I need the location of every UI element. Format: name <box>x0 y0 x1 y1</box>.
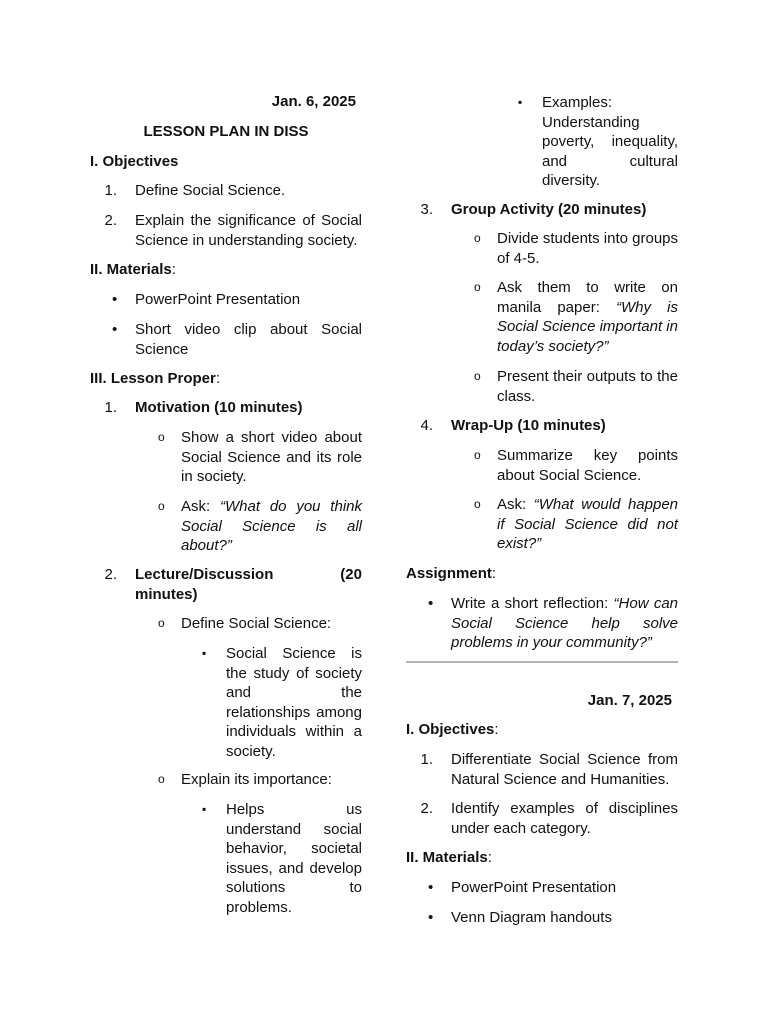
list-item <box>406 594 678 653</box>
list-item <box>406 878 678 898</box>
circle-bullet-icon: o <box>158 499 165 513</box>
circle-bullet-icon: o <box>158 616 165 630</box>
materials-heading: II. Materials: <box>90 261 176 278</box>
ask-quote: “Why is Social Science important in today’s society?” <box>497 298 679 355</box>
objective-text: Define Social Science. <box>135 182 286 199</box>
lecture-title: Lecture/Discussion (20 minutes) <box>135 566 362 603</box>
lesson-proper-heading: III. Lesson Proper: <box>90 370 221 387</box>
material-text: Venn Diagram handouts <box>451 909 612 926</box>
list-item <box>406 200 678 220</box>
list-item <box>90 614 362 634</box>
lecture-explain-sub: Helps us understand social behavior, societal issues, and develop solutions to problems. <box>226 801 362 916</box>
list-item <box>406 799 678 838</box>
list-item <box>90 181 362 201</box>
bullet-icon: • <box>428 909 434 926</box>
list-item <box>90 211 362 250</box>
motivation-title: Motivation (10 minutes) <box>135 399 303 416</box>
list-number: 4. <box>420 417 433 434</box>
list-item <box>406 229 678 268</box>
list-item <box>90 644 362 761</box>
list-number: 1. <box>104 399 117 416</box>
lecture-define-sub: Social Science is the study of society and the relationships among individuals within a society. <box>226 645 362 760</box>
lecture-explain: Explain its importance: <box>181 771 332 788</box>
list-number: 2. <box>104 212 117 229</box>
assignment-quote: “How can Social Science help solve problems in your community?” <box>451 595 679 651</box>
assignment-heading: Assignment: <box>406 565 497 582</box>
assignment-prefix: Write a short reflection: <box>451 595 609 612</box>
group-ask <box>497 278 678 356</box>
square-bullet-icon: ▪ <box>202 802 207 816</box>
ask-quote: “What would happen if Social Science did not exist?” <box>497 496 679 552</box>
horizontal-rule <box>406 661 678 663</box>
material-text: PowerPoint Presentation <box>135 291 301 308</box>
list-number: 3. <box>420 201 433 218</box>
list-item <box>90 290 362 310</box>
bullet-icon: • <box>112 321 118 338</box>
list-item <box>90 565 362 604</box>
list-item <box>90 497 362 556</box>
material-text: PowerPoint Presentation <box>451 879 617 896</box>
objectives-heading: I. Objectives: <box>406 721 499 738</box>
material-text: Short video clip about Social Science <box>135 321 362 358</box>
list-item <box>406 446 678 485</box>
list-item <box>406 416 678 436</box>
list-item <box>406 908 678 928</box>
circle-bullet-icon: o <box>474 231 481 245</box>
group-title: Group Activity (20 minutes) <box>451 201 647 218</box>
lesson-date: Jan. 6, 2025 <box>271 93 356 110</box>
lesson-date: Jan. 7, 2025 <box>587 692 672 709</box>
list-item <box>406 367 678 406</box>
motivation-item: Show a short video about Social Science and its role in society. <box>181 429 362 485</box>
ask-prefix: Ask them to write on manila paper: <box>497 279 678 316</box>
list-item <box>406 495 678 554</box>
square-bullet-icon: ▪ <box>518 95 523 109</box>
circle-bullet-icon: o <box>474 369 481 383</box>
lesson-title: LESSON PLAN IN DISS <box>143 123 309 140</box>
list-item <box>90 320 362 359</box>
circle-bullet-icon: o <box>158 430 165 444</box>
list-number: 2. <box>420 800 433 817</box>
list-item <box>90 428 362 487</box>
wrapup-summarize: Summarize key points about Social Science. <box>497 447 678 484</box>
ask-quote: “What do you think Social Science is all about?” <box>181 498 362 554</box>
list-item <box>406 750 678 789</box>
motivation-ask <box>181 497 362 556</box>
list-item <box>90 800 362 917</box>
objective-text: Identify examples of disciplines under each category. <box>451 800 678 837</box>
lecture-define: Define Social Science: <box>181 615 332 632</box>
objective-text: Differentiate Social Science from Natural Science and Humanities. <box>451 751 678 788</box>
bullet-icon: • <box>428 595 434 612</box>
group-item: Divide students into groups of 4-5. <box>497 230 678 267</box>
list-number: 1. <box>104 182 117 199</box>
list-item <box>406 278 678 356</box>
assignment-heading-text: Assignment <box>406 565 492 582</box>
ask-label: Ask: <box>497 496 527 513</box>
bullet-icon: • <box>112 291 118 308</box>
list-item <box>90 398 362 418</box>
circle-bullet-icon: o <box>158 772 165 786</box>
objective-text: Explain the significance of Social Science in understanding society. <box>135 212 362 249</box>
objectives-heading-text: I. Objectives <box>406 721 495 738</box>
assignment-text <box>451 594 678 653</box>
circle-bullet-icon: o <box>474 280 481 294</box>
group-present: Present their outputs to the class. <box>497 368 678 405</box>
lesson-proper-heading-text: III. Lesson Proper <box>90 370 216 387</box>
wrapup-title: Wrap-Up (10 minutes) <box>451 417 606 434</box>
circle-bullet-icon: o <box>474 448 481 462</box>
list-number: 2. <box>104 566 117 583</box>
list-item <box>90 770 362 790</box>
list-number: 1. <box>420 751 433 768</box>
ask-label: Ask: <box>181 498 211 515</box>
wrapup-ask <box>497 495 678 554</box>
materials-heading-text: II. Materials <box>90 261 172 278</box>
square-bullet-icon: ▪ <box>202 646 207 660</box>
objectives-heading: I. Objectives <box>90 153 179 170</box>
bullet-icon: • <box>428 879 434 896</box>
examples-text: Examples: Understanding poverty, inequality, and cultural diversity. <box>542 94 678 189</box>
materials-heading-text: II. Materials <box>406 849 488 866</box>
materials-heading: II. Materials: <box>406 849 492 866</box>
list-item <box>406 93 678 191</box>
circle-bullet-icon: o <box>474 497 481 511</box>
